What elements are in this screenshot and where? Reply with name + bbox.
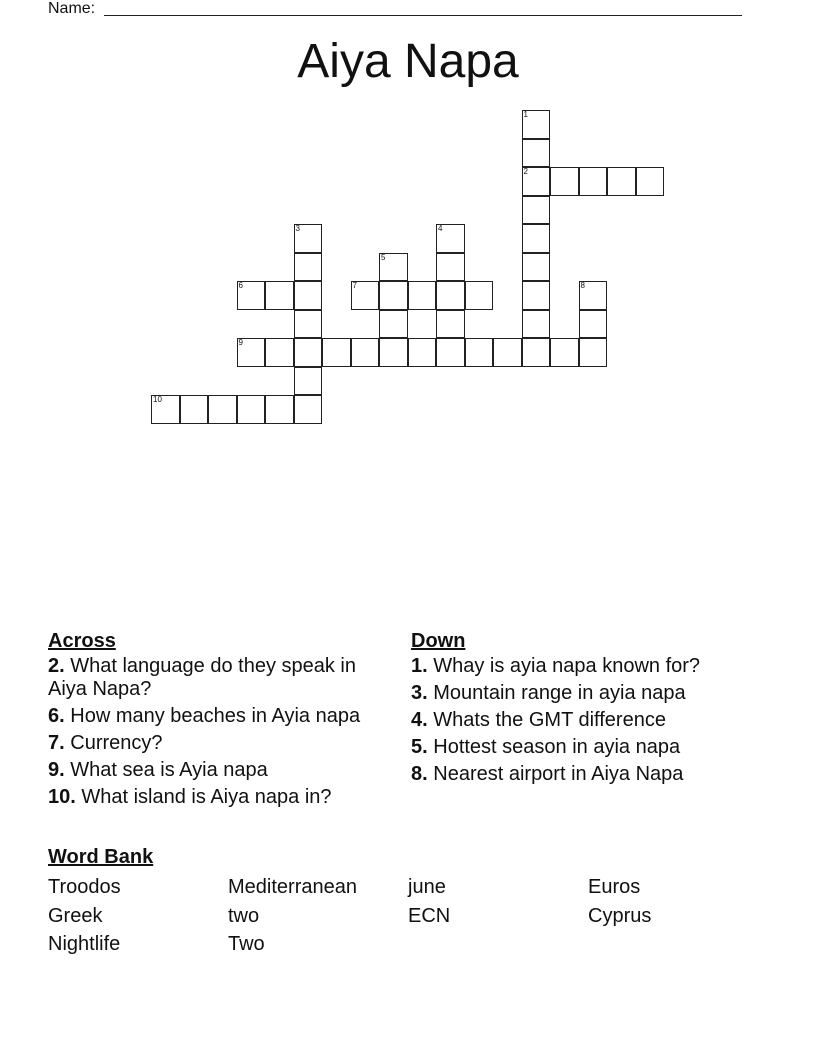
grid-cell[interactable] (550, 338, 579, 367)
grid-cell[interactable] (465, 281, 494, 310)
grid-cell[interactable] (294, 281, 323, 310)
clue-number-label: 9 (238, 338, 243, 347)
clue-text: What sea is Ayia napa (70, 759, 268, 781)
clue-text: Mountain range in ayia napa (433, 682, 686, 704)
down-clue (411, 682, 771, 705)
grid-cell[interactable] (408, 281, 437, 310)
across-clue (48, 759, 388, 782)
down-clue (411, 655, 771, 678)
down-clues (411, 630, 771, 790)
clue-number: 3. (411, 682, 428, 704)
clue-number-label: 10 (153, 395, 162, 404)
down-clue (411, 763, 771, 786)
grid-cell[interactable] (408, 338, 437, 367)
grid-cell[interactable] (522, 253, 551, 282)
clue-text: Whats the GMT difference (433, 709, 666, 731)
word-bank-item: two (228, 904, 260, 927)
grid-cell[interactable] (237, 281, 266, 310)
grid-cell[interactable] (322, 338, 351, 367)
grid-cell[interactable] (522, 139, 551, 168)
word-bank-item: june (408, 876, 446, 898)
grid-cell[interactable] (265, 338, 294, 367)
across-clue (48, 786, 388, 809)
grid-cell[interactable] (151, 395, 180, 424)
down-clue (411, 736, 771, 759)
grid-cell[interactable] (522, 196, 551, 225)
clue-number-label: 4 (438, 224, 443, 233)
clue-number-label: 5 (381, 252, 386, 262)
across-clue (48, 705, 388, 728)
clue-text: Whay is ayia napa known for? (433, 655, 701, 677)
word-bank-item: Greek (48, 904, 103, 927)
grid-cell[interactable] (579, 338, 608, 367)
grid-cell[interactable] (379, 310, 408, 339)
grid-cell[interactable] (351, 338, 380, 367)
grid-cell[interactable] (351, 281, 380, 310)
word-bank-item: ECN (408, 904, 451, 927)
grid-cell[interactable] (294, 367, 323, 396)
grid-cell[interactable] (379, 338, 408, 367)
clue-number-label: 1 (523, 110, 528, 119)
down-clue (411, 709, 771, 732)
clue-text: How many beaches in Ayia napa (70, 705, 361, 727)
clue-number: 9. (48, 759, 65, 781)
grid-cell[interactable] (294, 224, 323, 253)
clue-number: 5. (411, 736, 428, 758)
grid-cell[interactable] (237, 338, 266, 367)
grid-cell[interactable] (522, 310, 551, 339)
word-bank-item: Euros (588, 876, 641, 898)
word-bank-heading: Word Bank (48, 846, 154, 868)
grid-cell[interactable] (436, 224, 465, 253)
word-bank-item: Two (228, 933, 265, 955)
grid-cell[interactable] (579, 167, 608, 196)
across-clue (48, 655, 388, 701)
word-bank-item: Troodos (48, 876, 121, 898)
grid-cell[interactable] (522, 224, 551, 253)
across-heading: Across (48, 630, 116, 652)
grid-cell[interactable] (493, 338, 522, 367)
across-clue (48, 732, 388, 755)
across-clues (48, 630, 388, 813)
crossword-grid (0, 0, 816, 440)
clue-number: 4. (411, 709, 428, 731)
clue-number: 6. (48, 705, 65, 727)
clue-text: Currency? (70, 732, 163, 754)
grid-cell[interactable] (379, 281, 408, 310)
clue-number-label: 3 (295, 224, 300, 233)
grid-cell[interactable] (465, 338, 494, 367)
grid-cell[interactable] (436, 310, 465, 339)
grid-cell[interactable] (294, 253, 323, 282)
clue-text: Nearest airport in Aiya Napa (433, 763, 684, 785)
page-title: Aiya Napa (297, 35, 519, 88)
grid-cell[interactable] (294, 310, 323, 339)
clue-number-label: 6 (238, 281, 243, 290)
grid-cell[interactable] (294, 338, 323, 367)
clue-text: Hottest season in ayia napa (433, 736, 681, 758)
grid-cell[interactable] (379, 253, 408, 282)
clue-number-label: 8 (580, 281, 585, 290)
clue-number: 8. (411, 763, 428, 785)
grid-cell[interactable] (208, 395, 237, 424)
grid-cell[interactable] (522, 110, 551, 139)
word-bank-item: Mediterranean (228, 876, 357, 898)
word-bank-item: Cyprus (588, 904, 652, 927)
grid-cell[interactable] (436, 338, 465, 367)
down-heading: Down (411, 630, 466, 652)
grid-cell[interactable] (436, 281, 465, 310)
grid-cell[interactable] (579, 281, 608, 310)
grid-cell[interactable] (522, 338, 551, 367)
clue-number-label: 2 (523, 167, 528, 176)
grid-cell[interactable] (436, 253, 465, 282)
grid-cell[interactable] (180, 395, 209, 424)
grid-cell[interactable] (550, 167, 579, 196)
clue-number: 10. (48, 786, 76, 808)
clue-number: 7. (48, 732, 65, 754)
grid-cell[interactable] (636, 167, 665, 196)
clue-text: What island is Aiya napa in? (81, 786, 332, 808)
grid-cell[interactable] (522, 281, 551, 310)
grid-cell[interactable] (265, 395, 294, 424)
grid-cell[interactable] (579, 310, 608, 339)
clue-number: 1. (411, 655, 428, 677)
clue-number: 2. (48, 655, 65, 677)
word-bank-item: Nightlife (48, 933, 121, 955)
grid-cell[interactable] (522, 167, 551, 196)
grid-cell[interactable] (607, 167, 636, 196)
clue-number-label: 7 (352, 281, 357, 290)
clue-text: What language do they speak in Aiya Napa? (48, 655, 357, 700)
grid-cell[interactable] (265, 281, 294, 310)
name-label: Name: (48, 0, 96, 17)
grid-cell[interactable] (237, 395, 266, 424)
grid-cell[interactable] (294, 395, 323, 424)
